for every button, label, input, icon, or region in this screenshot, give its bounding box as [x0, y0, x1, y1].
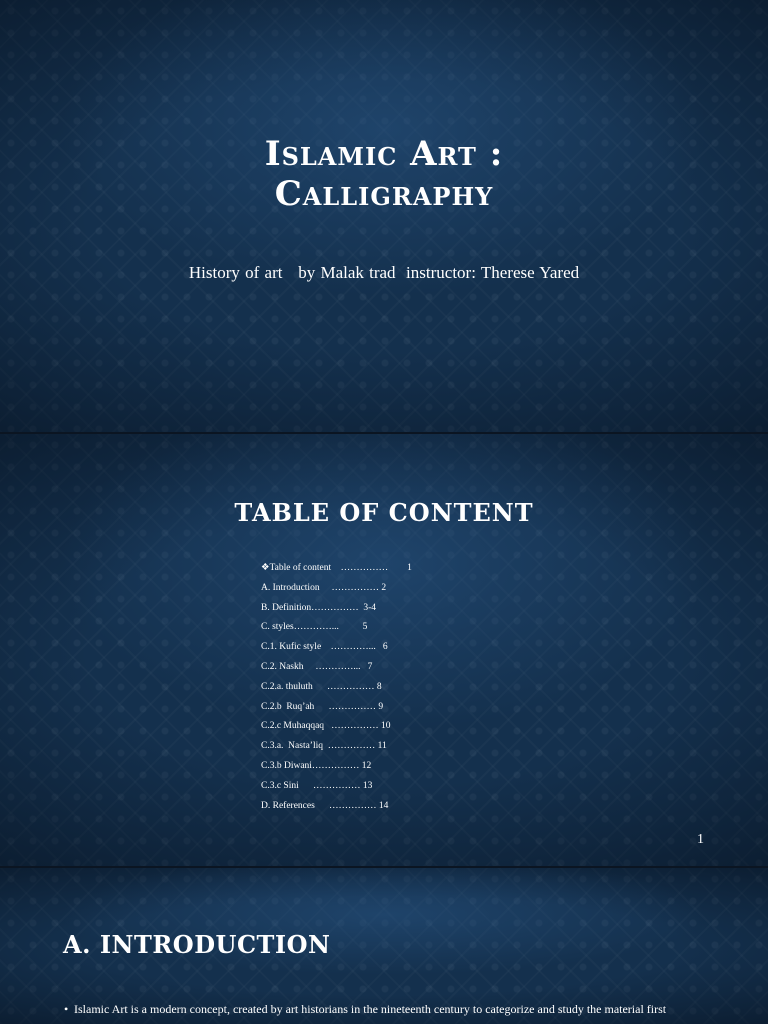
toc-item: C.2.c Muhaqqaq …………… 10: [261, 721, 391, 732]
introduction-heading: A. INTRODUCTION: [63, 930, 331, 959]
slide-introduction: [0, 868, 768, 1024]
slide-table-of-content: [0, 434, 768, 866]
bullet-point: [64, 1002, 724, 1017]
toc-item: C.3.b Diwani…………… 12: [261, 760, 372, 771]
toc-item: C.2.b Ruq’ah …………… 9: [261, 701, 384, 712]
title-line-1: Islamic Art :: [264, 134, 504, 174]
toc-item: D. References …………… 14: [261, 800, 389, 811]
slide-title: [0, 0, 768, 432]
toc-item: C.3.a. Nasta’liq …………… 11: [261, 741, 387, 752]
toc-item: C.3.c Sini …………… 13: [261, 780, 373, 791]
toc-item: C. styles…………... 5: [261, 622, 368, 633]
bullet-text: Islamic Art is a modern concept, created by art historians in the nineteenth century to categorize and study the material first: [74, 1002, 667, 1016]
bullet-icon: •: [64, 1002, 69, 1016]
presentation-title: [0, 134, 768, 214]
toc-item: C.1. Kufic style …………... 6: [261, 642, 388, 653]
toc-item: C.2.a. thuluth …………… 8: [261, 681, 382, 692]
toc-item: A. Introduction …………… 2: [261, 582, 387, 593]
toc-item: ❖Table of content …………… 1: [261, 563, 412, 573]
toc-item: B. Definition…………… 3-4: [261, 602, 377, 613]
slide-page-number: 1: [697, 832, 704, 847]
title-line-2: Calligraphy: [274, 174, 494, 214]
toc-list: [261, 562, 412, 819]
toc-item: C.2. Naskh …………... 7: [261, 661, 373, 672]
presentation-subtitle: History of art by Malak trad instructor: Therese Yared: [188, 263, 580, 282]
toc-heading: TABLE OF CONTENT: [234, 498, 534, 527]
